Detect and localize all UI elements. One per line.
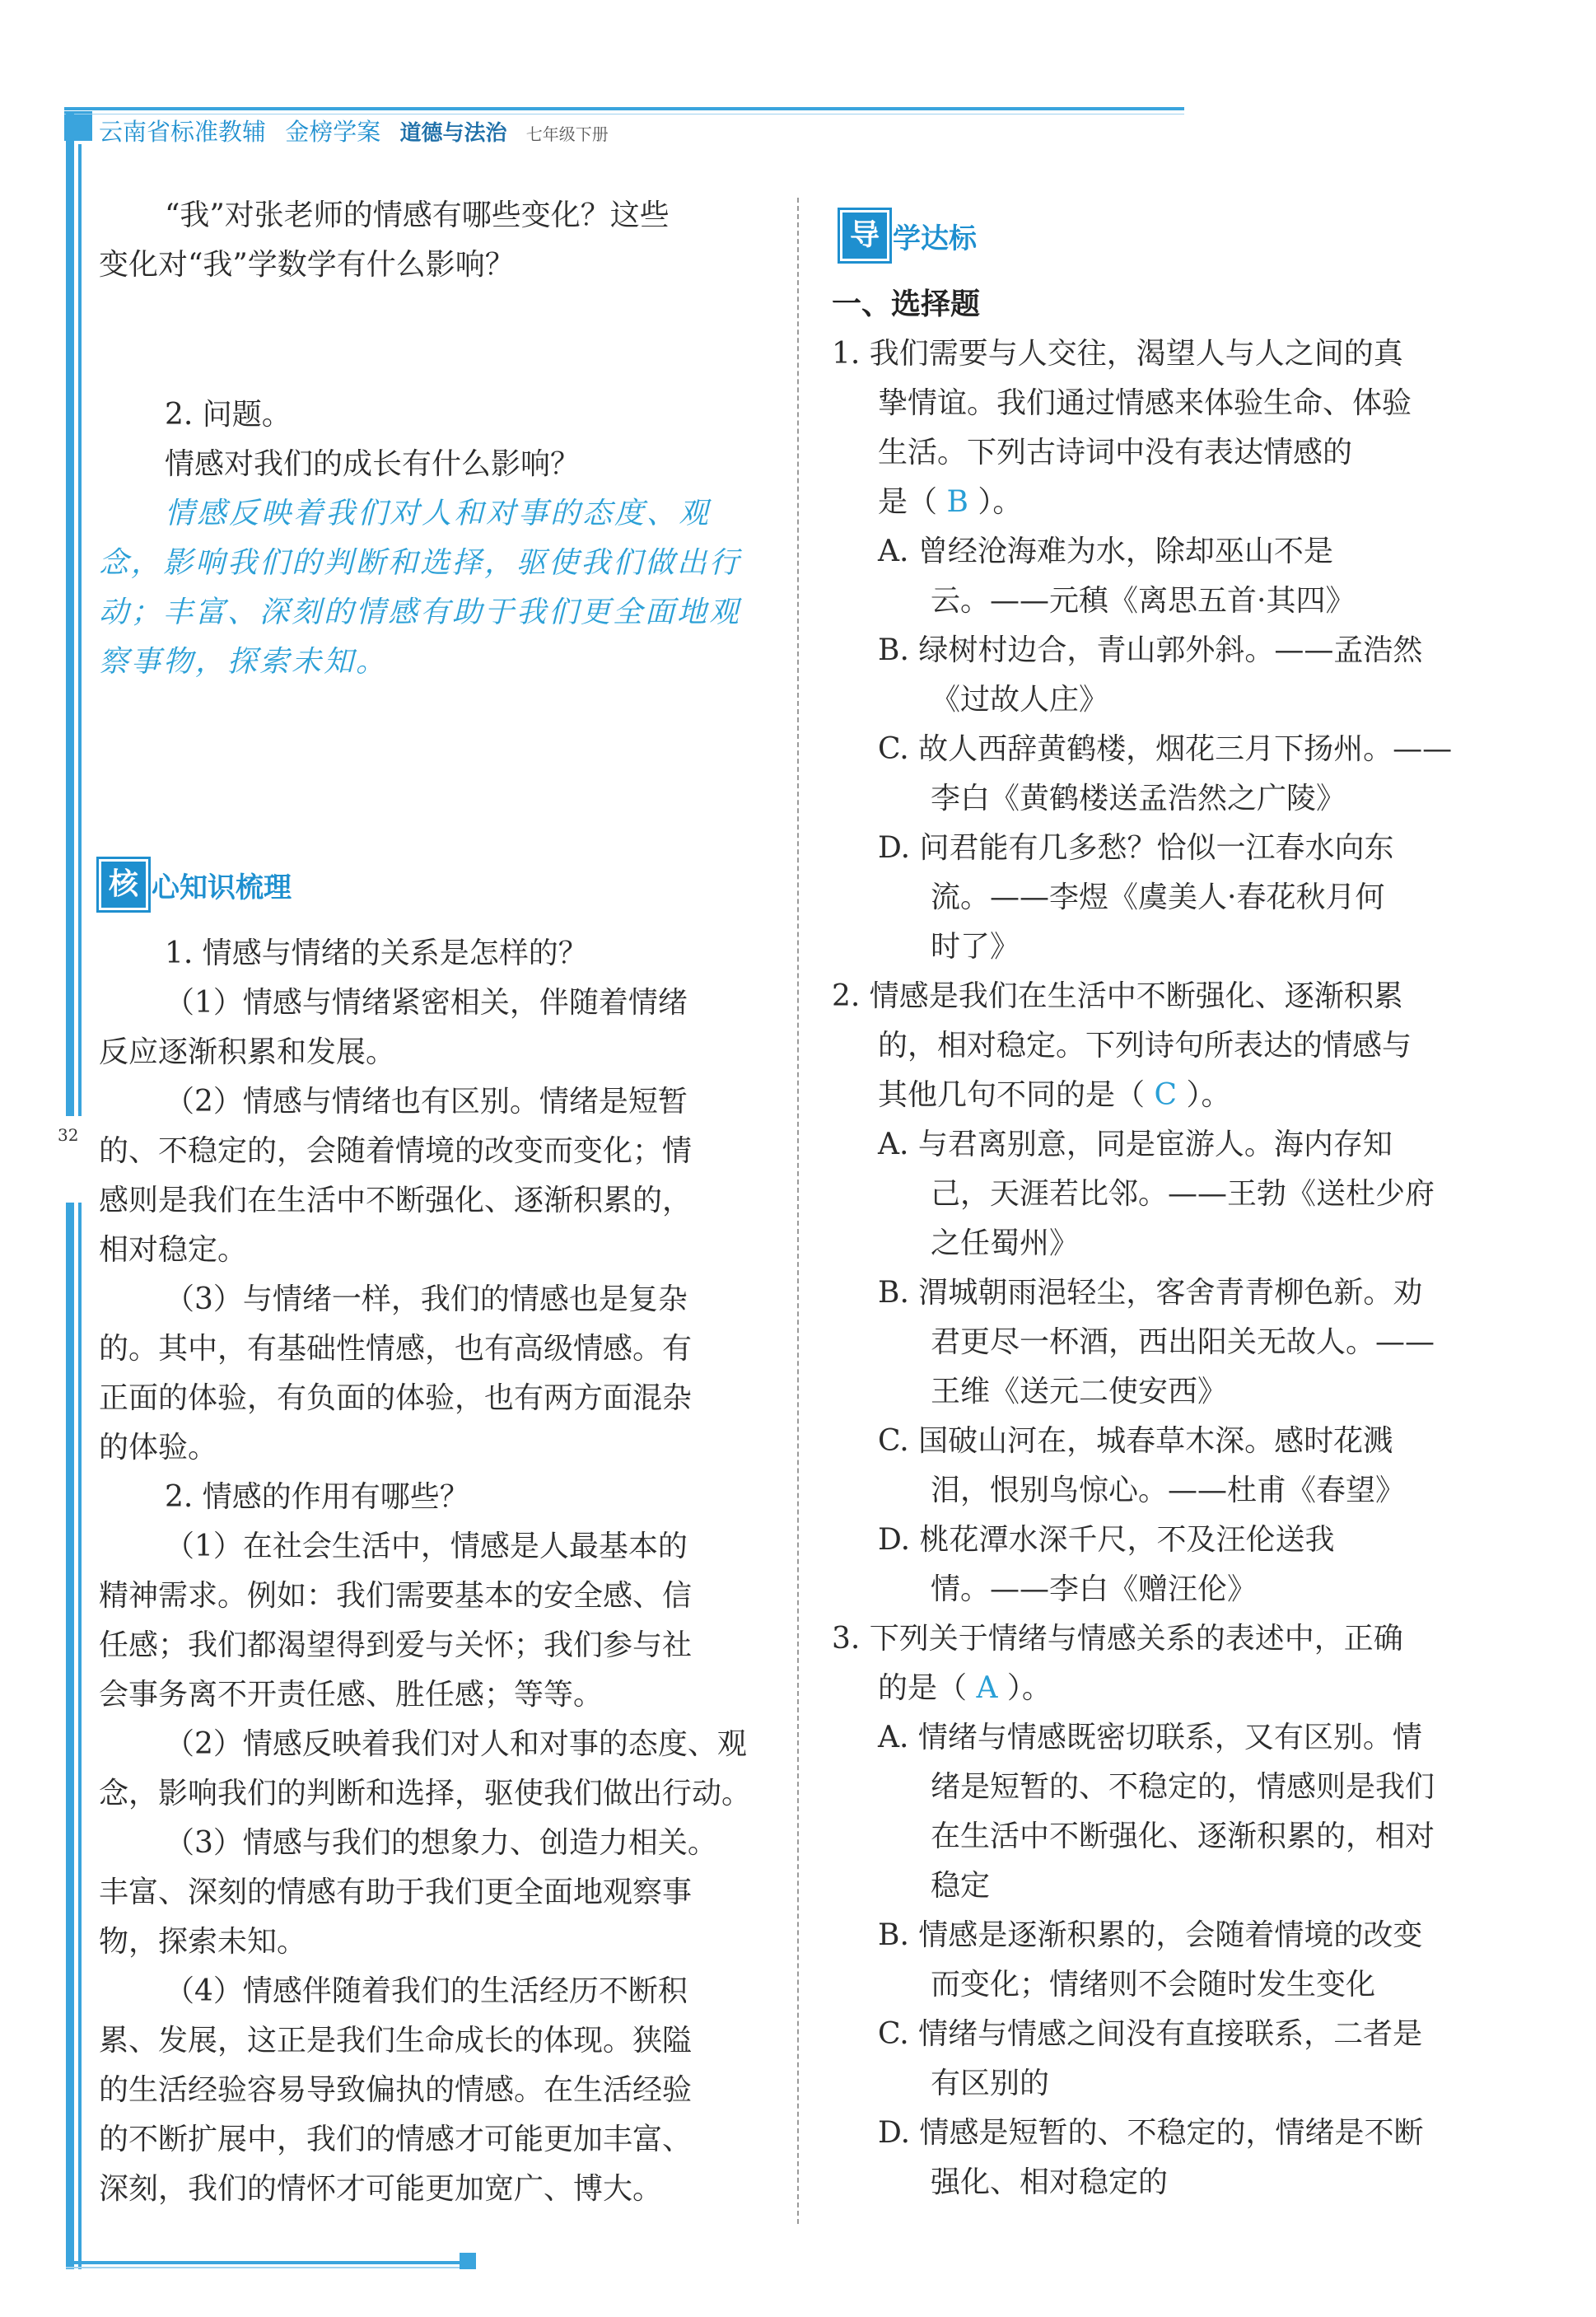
guide-title: 学达标 [893, 222, 977, 255]
q1-stem-line: 生活。下列古诗词中没有表达情感的 [878, 436, 1353, 469]
text-line: 念，影响我们的判断和选择，驱使我们做出行动。 [99, 1777, 752, 1810]
text-line: 会事务离不开责任感、胜任感；等等。 [99, 1678, 604, 1712]
text-line: 正面的体验，有负面的体验，也有两方面混杂 [99, 1381, 693, 1415]
option-line: A. 情绪与情感既密切联系，又有区别。情 [878, 1721, 1422, 1754]
side-rail-bottom [66, 1203, 74, 2269]
option-line: 在生活中不断强化、逐渐积累的，相对 [931, 1819, 1435, 1853]
text-line: （1）在社会生活中，情感是人最基本的 [165, 1530, 688, 1563]
option-line: B. 渭城朝雨浥轻尘，客舍青青柳色新。劝 [878, 1276, 1423, 1310]
text-line: 相对稳定。 [99, 1233, 248, 1267]
option-line: A. 曾经沧海难为水，除却巫山不是 [878, 535, 1333, 568]
answer-line: 察事物，探索未知。 [99, 645, 389, 679]
option-line: 流。——李煜《虞美人·春花秋月何 [931, 881, 1385, 914]
q2-label: 2. 问题。 [165, 398, 292, 432]
option-line: D. 情感是短暂的、不稳定的，情绪是不断 [878, 2116, 1424, 2150]
option-line: 己，天涯若比邻。——王勃《送杜少府 [931, 1177, 1435, 1211]
q1-stem-line: 挚情谊。我们通过情感来体验生命、体验 [878, 386, 1412, 420]
q1-stem-last: 是（ B ）。 [878, 485, 1023, 519]
text-line: 深刻，我们的情怀才可能更加宽广、博大。 [99, 2172, 663, 2206]
option-line: C. 故人西辞黄鹤楼，烟花三月下扬州。—— [878, 732, 1453, 766]
q2-text: 情感对我们的成长有什么影响？ [165, 447, 581, 481]
option-line: 王维《送元二使安西》 [931, 1375, 1228, 1408]
text-line: 感则是我们在生活中不断强化、逐渐积累的， [99, 1184, 693, 1217]
option-line: 君更尽一杯酒，西出阳关无故人。—— [931, 1325, 1435, 1359]
subject-name: 道德与法治 [399, 121, 507, 146]
option-line: C. 国破山河在，城春草木深。感时花溅 [878, 1424, 1393, 1458]
text-line: 反应逐渐积累和发展。 [99, 1035, 396, 1069]
footer-rule [66, 2261, 461, 2264]
option-line: B. 绿树村边合，青山郭外斜。——孟浩然 [878, 633, 1423, 667]
side-rail-top [66, 111, 74, 1116]
text-line: 任感；我们都渴望得到爱与关怀；我们参与社 [99, 1628, 693, 1662]
option-line: 强化、相对稳定的 [931, 2165, 1169, 2199]
answer-letter: C [1154, 1078, 1178, 1112]
book-name: 金榜学案 [285, 118, 381, 146]
running-header [99, 114, 620, 147]
option-line: B. 情感是逐渐积累的，会随着情境的改变 [878, 1918, 1423, 1952]
side-rail-top-thin [78, 144, 82, 1116]
text-line: （2）情感反映着我们对人和对事的态度、观 [165, 1727, 747, 1761]
text-line: 的体验。 [99, 1431, 218, 1464]
option-line: 绪是短暂的、不稳定的，情感则是我们 [931, 1770, 1435, 1804]
text-line: 精神需求。例如：我们需要基本的安全感、信 [99, 1579, 693, 1613]
exercise-body [832, 280, 1507, 2207]
core-title: 心知识梳理 [152, 871, 292, 904]
option-line: C. 情绪与情感之间没有直接联系，二者是 [878, 2017, 1423, 2051]
core-knowledge-heading [99, 859, 292, 910]
option-line: A. 与君离别意，同是宦游人。海内存知 [878, 1128, 1393, 1161]
text-line: 丰富、深刻的情感有助于我们更全面地观察事 [99, 1876, 693, 1909]
text-line: （2）情感与情绪也有区别。情绪是短暂 [165, 1085, 688, 1119]
text-line: 物，探索未知。 [99, 1925, 307, 1959]
text-line: 的、不稳定的，会随着情境的改变而变化；情 [99, 1134, 693, 1168]
text-line: 变化对“我”学数学有什么影响？ [99, 248, 515, 282]
answer-line: 念，影响我们的判断和选择，驱使我们做出行 [99, 546, 742, 580]
text-line: 累、发展，这正是我们生命成长的体现。狭隘 [99, 2024, 693, 2058]
q3-stem-line: 3. 下列关于情绪与情感关系的表述中，正确 [832, 1622, 1403, 1656]
option-line: 泪，恨别鸟惊心。——杜甫《春望》 [931, 1474, 1406, 1507]
text-line: （3）与情绪一样，我们的情感也是复杂 [165, 1282, 688, 1316]
option-line: 时了》 [931, 930, 1020, 964]
q2-stem-line: 的，相对稳定。下列诗句所表达的情感与 [878, 1029, 1412, 1063]
column-divider [797, 198, 799, 2224]
question-2 [99, 390, 766, 687]
answer-line: 动；丰富、深刻的情感有助于我们更全面地观 [99, 596, 742, 629]
option-line: 李白《黄鹤楼送孟浩然之广陵》 [931, 782, 1346, 815]
side-rail-bottom-thin [78, 1203, 82, 2269]
option-line: 有区别的 [931, 2067, 1050, 2100]
option-line: 情。——李白《赠汪伦》 [931, 1572, 1258, 1606]
grade-name: 七年级下册 [525, 124, 609, 144]
text-line: 的。其中，有基础性情感，也有高级情感。有 [99, 1332, 693, 1366]
option-line: 之任蜀州》 [931, 1226, 1080, 1260]
answer-line: 情感反映着我们对人和对事的态度、观 [165, 497, 712, 530]
answer-letter: A [976, 1671, 998, 1705]
text-line: （1）情感与情绪紧密相关，伴随着情绪 [165, 986, 688, 1020]
page-number: 32 [58, 1125, 79, 1145]
text-line: （4）情感伴随着我们的生活经历不断积 [165, 1974, 688, 2008]
footer-rule-thin [66, 2267, 461, 2268]
option-line: 《过故人庄》 [931, 683, 1109, 717]
q1-stem-line: 1. 我们需要与人交往，渴望人与人之间的真 [832, 337, 1403, 371]
text-line: “我”对张老师的情感有哪些变化？这些 [165, 199, 670, 232]
text-line: 的不断扩展中，我们的情感才可能更加丰富、 [99, 2123, 693, 2156]
footer-square [460, 2253, 476, 2269]
guide-heading [840, 210, 977, 261]
guide-badge: 导 [840, 210, 889, 261]
core-knowledge-body [99, 929, 766, 2214]
section-title: 一、选择题 [832, 287, 981, 321]
option-line: 而变化；情绪则不会随时发生变化 [931, 1968, 1376, 2002]
header-rule [64, 107, 1184, 110]
option-line: 稳定 [931, 1869, 991, 1903]
series-name: 云南省标准教辅 [99, 118, 267, 146]
option-line: D. 桃花潭水深千尺，不及汪伦送我 [878, 1523, 1335, 1557]
text-line: 1. 情感与情绪的关系是怎样的？ [165, 937, 588, 970]
q2-stem-last: 其他几句不同的是（ C ）。 [878, 1078, 1231, 1112]
intro-question [99, 191, 766, 290]
answer-letter: B [946, 485, 968, 519]
q3-stem-last: 的是（ A ）。 [878, 1671, 1052, 1705]
option-line: 云。——元稹《离思五首·其四》 [931, 584, 1356, 618]
core-badge: 核 [99, 859, 148, 910]
option-line: D. 问君能有几多愁？恰似一江春水向东 [878, 831, 1394, 865]
text-line: 2. 情感的作用有哪些？ [165, 1480, 469, 1514]
text-line: 的生活经验容易导致偏执的情感。在生活经验 [99, 2073, 693, 2107]
q2-stem-line: 2. 情感是我们在生活中不断强化、逐渐积累 [832, 979, 1403, 1013]
text-line: （3）情感与我们的想象力、创造力相关。 [165, 1826, 717, 1860]
